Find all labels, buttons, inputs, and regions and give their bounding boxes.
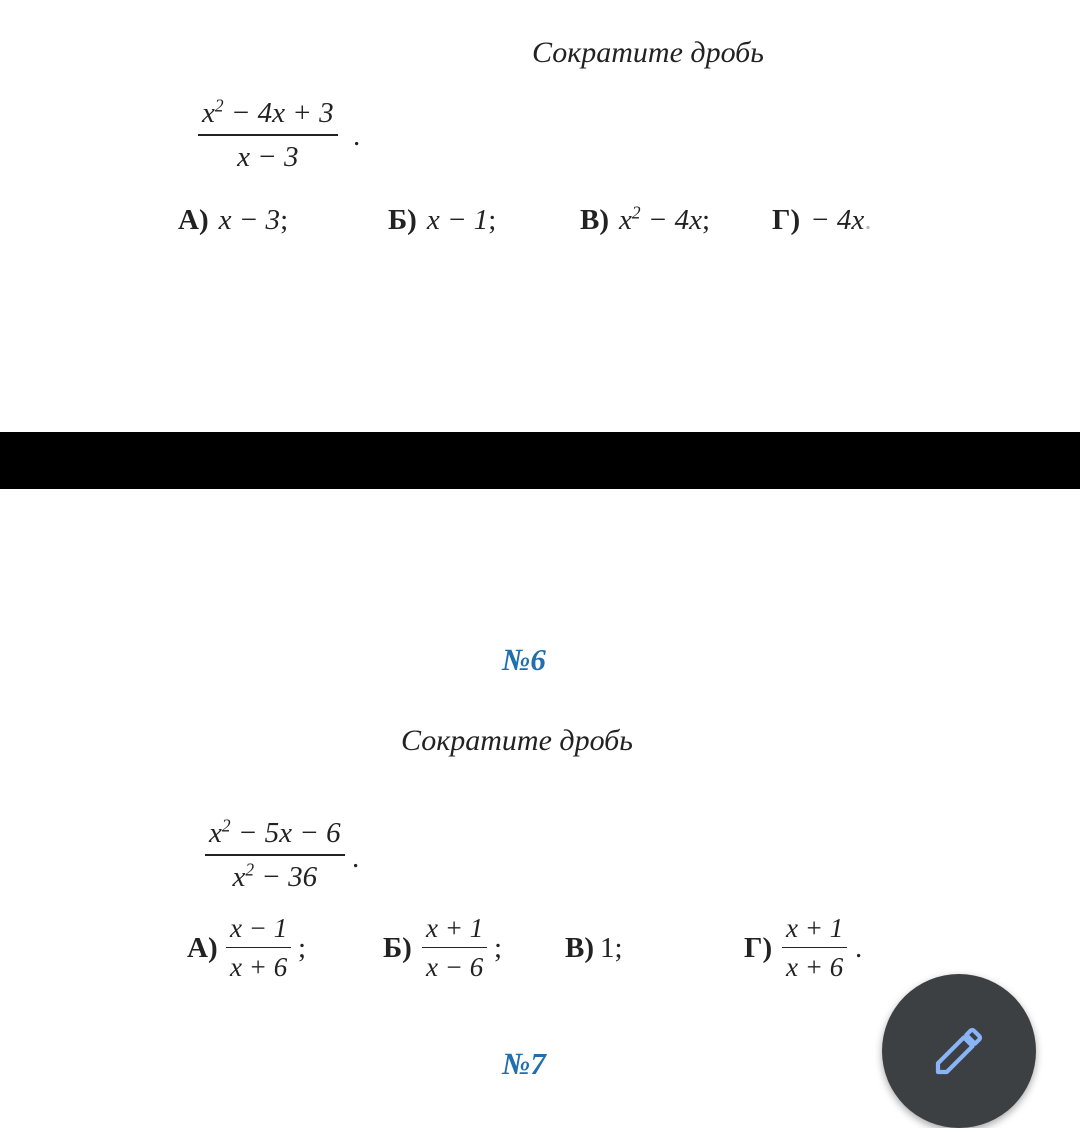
option-label: А) xyxy=(187,932,218,964)
fraction-numerator: $x^2 - 5x - 6$ xyxy=(209,815,341,849)
problem6-option-a-label xyxy=(187,932,228,965)
fraction-bar xyxy=(782,947,847,948)
fraction-bar xyxy=(205,854,345,856)
option-label: А) xyxy=(178,204,209,236)
option-expr: x − 1 xyxy=(426,204,489,236)
fraction-trailing-dot: . xyxy=(353,120,361,152)
edit-fab-button[interactable] xyxy=(882,974,1036,1128)
option-expr: $x^2 - 4x$ xyxy=(619,202,703,236)
option-denominator: x − 6 xyxy=(426,951,484,982)
option-numerator: x + 1 xyxy=(426,913,484,943)
fraction-bar xyxy=(226,947,291,948)
option-label: Б) xyxy=(383,932,412,964)
option-numerator: x + 1 xyxy=(786,913,844,943)
problem5-option-a xyxy=(178,204,288,237)
problem6-heading: №6 xyxy=(502,642,546,677)
option-label: В) xyxy=(565,932,594,964)
option-separator: ; xyxy=(488,204,497,236)
option-denominator: x + 6 xyxy=(786,951,844,982)
problem5-title: Сократите дробь xyxy=(532,36,764,69)
option-separator: . xyxy=(855,932,863,964)
black-separator-band xyxy=(0,432,1080,489)
fraction-bar xyxy=(198,134,338,136)
option-label: Г) xyxy=(744,932,773,964)
problem5-option-d xyxy=(772,204,872,237)
option-separator: ; xyxy=(298,932,307,964)
option-separator: ; xyxy=(702,204,711,236)
option-numerator: x − 1 xyxy=(230,913,288,943)
option-separator: ; xyxy=(494,932,503,964)
option-value: 1 xyxy=(600,932,615,964)
fraction-denominator: $x^2 - 36$ xyxy=(232,859,318,893)
problem6-option-a-fraction xyxy=(226,914,291,982)
option-denominator: x + 6 xyxy=(230,951,288,982)
fraction-bar xyxy=(422,947,487,948)
problem7-heading: №7 xyxy=(502,1046,546,1081)
problem6-option-c xyxy=(565,932,623,965)
problem6-fraction xyxy=(205,815,345,894)
problem5-option-c xyxy=(580,204,710,237)
problem5-option-b xyxy=(388,204,496,237)
option-label: Г) xyxy=(772,204,801,236)
problem6-option-d-fraction xyxy=(782,914,847,982)
option-label: Б) xyxy=(388,204,417,236)
problem6-title: Сократите дробь xyxy=(401,724,633,757)
option-separator: ; xyxy=(614,932,623,964)
option-label: В) xyxy=(580,204,609,236)
problem5-fraction xyxy=(198,95,338,174)
problem6-option-d-label xyxy=(744,932,782,965)
option-expr: x − 3 xyxy=(218,204,281,236)
problem6-option-b-label xyxy=(383,932,422,965)
fraction-trailing-dot: . xyxy=(352,842,360,874)
option-separator: . xyxy=(864,204,872,236)
option-separator: ; xyxy=(280,204,289,236)
fraction-numerator: $x^2 - 4x + 3$ xyxy=(202,95,334,129)
fraction-denominator: x − 3 xyxy=(237,140,299,173)
problem6-option-b-fraction xyxy=(422,914,487,982)
pencil-icon xyxy=(931,1023,987,1079)
option-expr: − 4x xyxy=(810,204,865,236)
